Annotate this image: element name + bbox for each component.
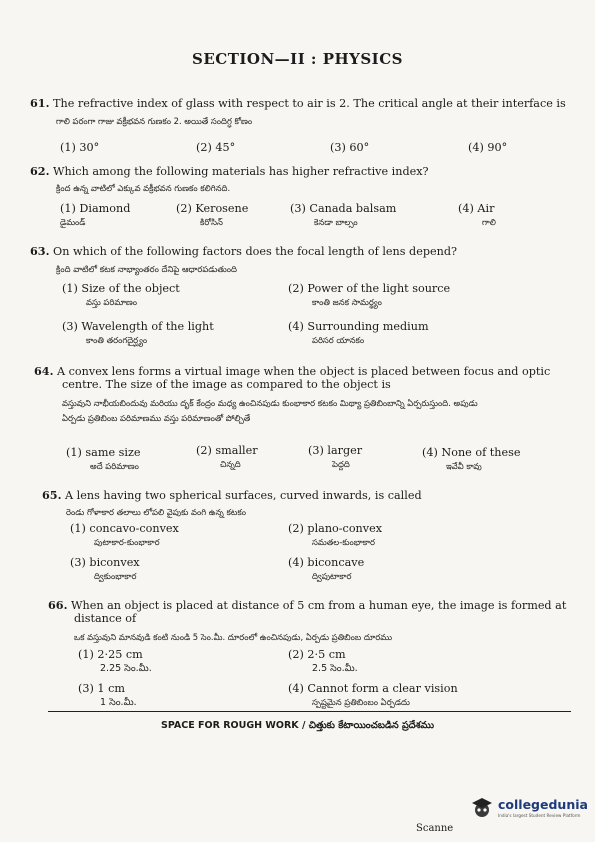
question-64-telugu: వస్తువుని నాభీయబిందువు మరియు దృక్ కేంద్రం మధ్య ఉంచినపుడు కుంభాకార కటకం మిథ్యా ప్రతిబింబాన్ని ఏర్పరుస్తుంది. అపుడు xyxy=(62,398,478,408)
option-3: (3) 1 cm 1 సెం.మీ. xyxy=(78,682,137,708)
rough-work-divider xyxy=(48,711,571,712)
option-2: (2) Kerosene కిరోసిన్ xyxy=(176,202,249,227)
option-1: (1) concavo-convex పుటాకార-కుంభాకార xyxy=(70,522,179,547)
question-64: 64. A convex lens forms a virtual image when the object is placed between focus and optic xyxy=(34,364,551,378)
collegedunia-logo xyxy=(470,795,588,825)
option-3: (3) biconvex ద్వికుంభాకార xyxy=(70,556,140,581)
brand-name: collegedunia xyxy=(498,797,588,812)
option-3: (3) Wavelength of the light కాంతి తరంగదైర్ఘ్యం xyxy=(62,320,214,345)
option-1: (1) Diamond డైమండ్ xyxy=(60,202,131,227)
option-4: (4) biconcave ద్విపుటాకార xyxy=(288,556,365,581)
option-1: (1) Size of the object వస్తు పరిమాణం xyxy=(62,282,180,307)
question-62-telugu: క్రింద ఉన్న వాటిలో ఎక్కువ వక్రీభవన గుణకం కలిగినది. xyxy=(56,183,231,193)
option-4: (4) Air గాలి xyxy=(458,202,496,227)
question-63: 63. On which of the following factors does the focal length of lens depend? xyxy=(30,244,457,258)
option-3: (3) 60° xyxy=(330,141,370,154)
brand-tagline: India's largest Student Review Platform xyxy=(498,813,581,818)
option-1: (1) same size అదే పరిమాణం xyxy=(66,446,141,471)
option-2: (2) 2·5 cm 2.5 సెం.మీ. xyxy=(288,648,358,674)
question-66: 66. When an object is placed at distance of 5 cm from a human eye, the image is formed at xyxy=(48,598,567,612)
option-2: (2) smaller చిన్నది xyxy=(196,444,258,469)
question-64-telugu-line2: ఏర్పడు ప్రతిబింబ పరిమాణము వస్తు పరిమాణంతో పోల్చితే xyxy=(62,413,251,423)
question-66-telugu: ఒక వస్తువుని మానవుడి కంటి నుండి 5 సెం.మీ. దూరంలో ఉంచినపుడు, ఏర్పడు ప్రతిబింబ దూరము xyxy=(74,632,393,642)
option-4: (4) None of these ఇవేవీ కావు xyxy=(422,446,521,471)
option-3: (3) larger పెద్దది xyxy=(308,444,363,469)
question-text: The refractive index of glass with respect to air is 2. The critical angle at their interface is xyxy=(53,97,566,110)
option-1: (1) 2·25 cm 2.25 సెం.మీ. xyxy=(78,648,152,674)
option-1: (1) 30° xyxy=(60,141,100,154)
question-61-telugu: గాలి పరంగా గాజు వక్రీభవన గుణకం 2. అయితే సందిగ్ధ కోణం xyxy=(56,116,253,126)
scanner-watermark: Scanne xyxy=(416,823,454,834)
question-65: 65. A lens having two spherical surfaces, curved inwards, is called xyxy=(42,488,422,502)
question-66-line2: distance of xyxy=(74,612,137,625)
option-4: (4) Cannot form a clear vision స్పష్టమైన ప్రతిబింబం ఏర్పడదు xyxy=(288,682,458,707)
section-title: SECTION—II : PHYSICS xyxy=(192,50,403,68)
option-3: (3) Canada balsam కెనడా బాల్సం xyxy=(290,202,397,227)
graduation-cap-icon xyxy=(470,796,494,820)
question-64-line2: centre. The size of the image as compared to the object is xyxy=(62,378,391,391)
option-2: (2) 45° xyxy=(196,141,236,154)
question-65-telugu: రెండు గోళాకార తలాలు లోపలి వైపుకు వంగి ఉన్న కటకం xyxy=(66,507,246,517)
question-number: 61. xyxy=(30,96,50,110)
option-4: (4) Surrounding medium పరిసర యానకం xyxy=(288,320,429,345)
option-2: (2) plano-convex సమతల-కుంభాకార xyxy=(288,522,383,547)
question-61 xyxy=(30,96,592,111)
question-62: 62. Which among the following materials has higher refractive index? xyxy=(30,164,429,178)
option-4: (4) 90° xyxy=(468,141,508,154)
option-2: (2) Power of the light source కాంతి జనక సామర్థ్యం xyxy=(288,282,451,307)
question-63-telugu: క్రింది వాటిలో కటక నాభ్యాంతరం దేనిపై ఆధారపడుతుంది xyxy=(56,264,237,274)
rough-work-label: SPACE FOR ROUGH WORK / చిత్తుకు కేటాయించబడిన ప్రదేశము xyxy=(161,720,434,731)
